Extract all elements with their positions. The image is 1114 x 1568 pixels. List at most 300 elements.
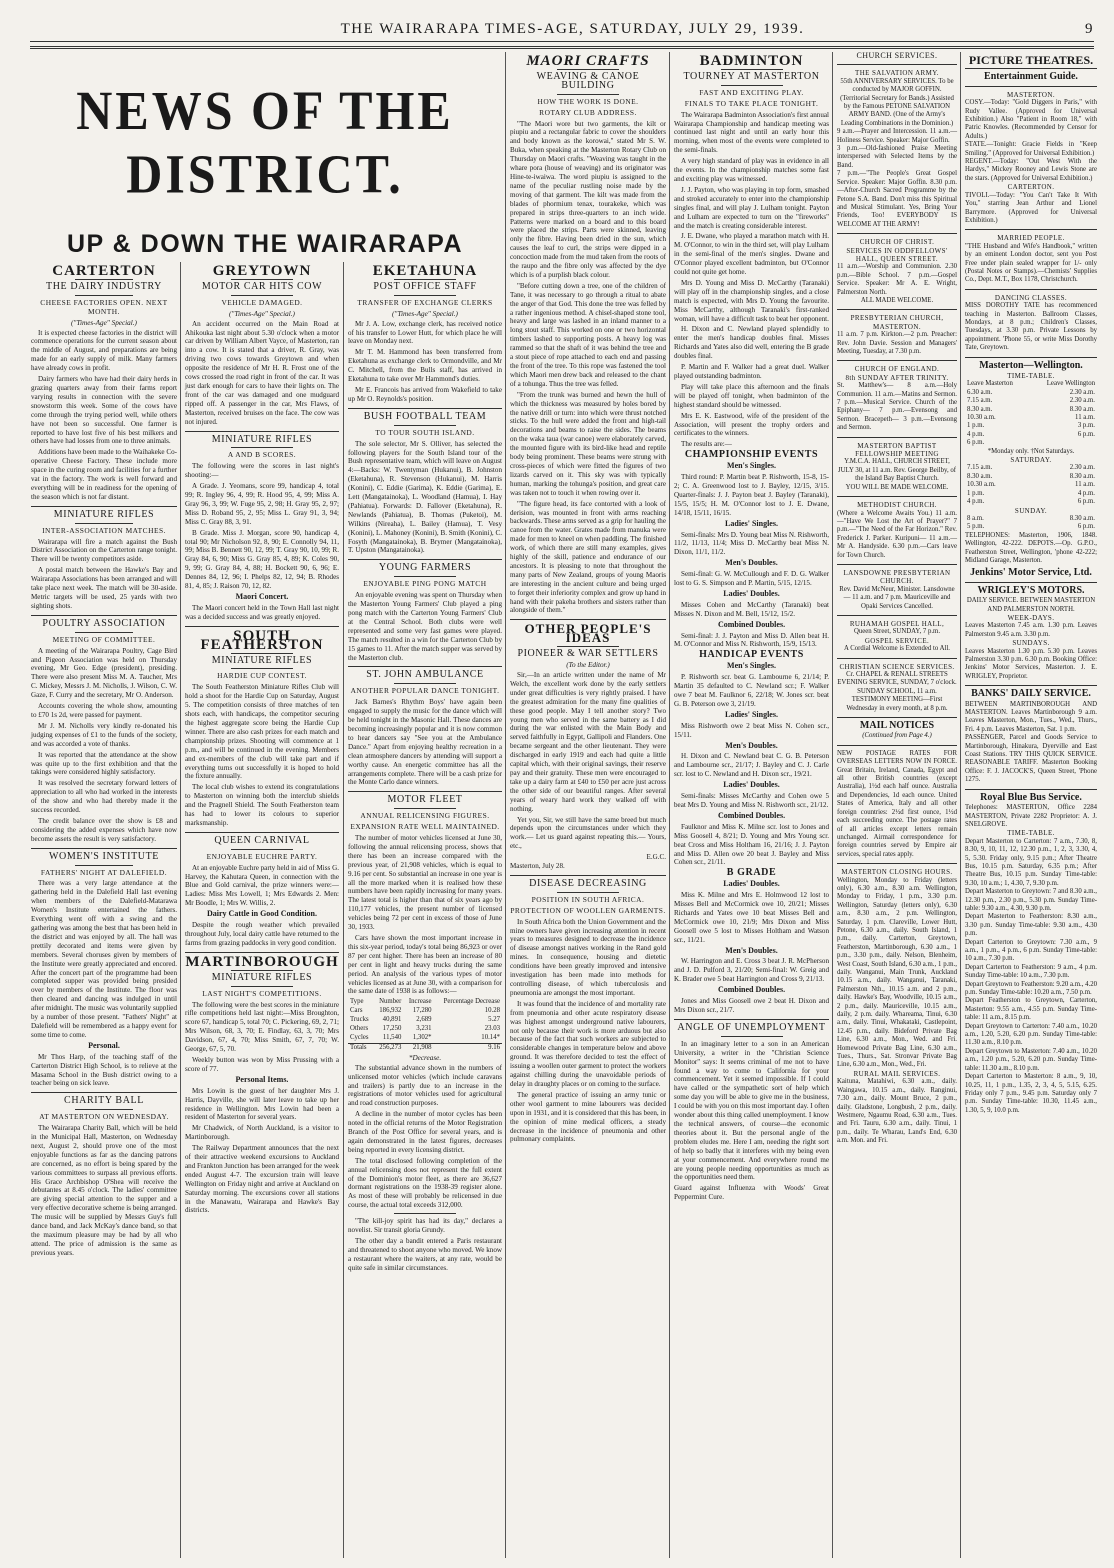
editor-tag: (To the Editor.) [566, 661, 610, 670]
table-cell: 17,250 [382, 1025, 402, 1033]
subheading: Men's Doubles. [725, 558, 778, 568]
paragraph: The Maori concert held in the Town Hall last night was a decided success and was greatly enjoyed. [185, 603, 339, 621]
table-cell: 1 p.m. [967, 422, 985, 430]
heading-picture-theatres: PICTURE THEATRES. [968, 53, 1094, 67]
notice-text: NEW POSTAGE RATES FOR OVERSEAS LETTERS NOW IN FORCE. Great Britain, Ireland, Canada, Egypt and all other British countries (except Australia), 1½d each half ounce. Australia and Dependencies, 1d each ounce. United States of America, Italy and all other foreign countries: 2½d first ounce, 1½d each succeeding ounce. The postage rates of all articles except letters remain unchanged. Airmail correspondence for foreign countries served by Empire air services, special rates apply. [837, 749, 957, 858]
special-tag: ("Times-Age" Special.) [71, 318, 137, 327]
paragraph: W. Harrington and E. Cross 3 beat J. R. McPherson and J. D. Pulford 3, 21/20; Semi-final: W. Greig and K. Brader owe 5 beat Harrington and Cross 9, 21/13. [674, 957, 829, 984]
paragraph: The local club wishes to extend its congratulations to Masterton on winning both the interclub shields and the Pragnell Shield. The South Featherston team has had to lower its colours to superior marksmanship. [185, 783, 339, 827]
headline: MINIATURE RIFLES [211, 433, 313, 445]
heading-other-peoples-ideas: OTHER PEOPLE'S IDEAS [524, 621, 652, 646]
paragraph: The Wairarapa Badminton Association's first annual Wairarapa Championship and handicap meeting was continued last night and until an early hour this morning, when most of the events were completed to the semi-finals. [674, 110, 829, 155]
subheading: Maori Concert. [235, 592, 289, 601]
banner-title: NEWS OF THE DISTRICT. [76, 79, 454, 205]
notice-heading: THE SALVATION ARMY. [855, 69, 939, 78]
table-cell: 1,302* [412, 1033, 432, 1041]
notice-text: Leaves Masterton 1.30 p.m. 5.30 p.m. Leaves Palmerston 3.30 p.m. 6.30 p.m. Booking Office: Jenkins' Motor Services, Masterton. J. E. WRIGLEY, Proprietor. [965, 647, 1097, 680]
heading-maori-crafts: MAORI CRAFTS [526, 53, 650, 69]
column-rule [669, 52, 670, 1558]
paragraph: The total disclosed following completion of the annual relicensing does not represent the full extent of the Dominion's motor fleet, as there are 36,627 dormant registrations on the 1938-39 register alone. As most of these will probably be relicensed in due course, the actual total exceeds 312,000. [348, 1156, 502, 1210]
notice-heading: SUNDAYS. [1012, 639, 1050, 648]
timetable-weekday [965, 380, 1097, 447]
timetable-sunday [965, 515, 1097, 532]
subheading: Ladies' Doubles. [723, 780, 780, 790]
table-cell: 40,891 [382, 1016, 402, 1024]
paragraph: Weekly button was won by Miss Prussing with a score of 77. [185, 1055, 339, 1073]
paragraph: Misses Cohen and McCarthy (Taranaki) beat Misses N. Dixon and M. Bell, 15/12, 15/2. [674, 600, 829, 618]
table-header-cell: Type [350, 998, 364, 1006]
paragraph: Cars have shown the most important increase in this six-year period, today's total being 86,923 or over 87 per cent higher. There has been an increase of 80 per cent in light and heavy trucks during the same period. An analysis of the various types of motor vehicles licensed as at June 30, with a comparison for the same date of 1938 is as follows:— [348, 934, 502, 996]
page-number: 9 [1085, 21, 1094, 37]
banner-subtitle: UP & DOWN THE WAIRARAPA [66, 230, 464, 258]
paragraph: Yet you, Sir, we still have the same breed but much depends upon the circumstances under which they work.— Let us guard against repeating this.— Yours, etc., [510, 815, 666, 851]
table-cell: 10.30 a.m. [967, 481, 996, 489]
table-cell: 8.30 a.m. [1069, 472, 1095, 480]
notice-text: 3 p.m.—Old-fashioned Praise Meeting interspersed with Selected Items by the Band. [837, 145, 957, 169]
table-row [965, 515, 1097, 523]
subheading: Ladies' Doubles. [723, 588, 780, 598]
paragraph: "Before cutting down a tree, one of the children of Tane, it was necessary to go through a ritual to abate the anger of that God. This done the tree was felled by a rather ingenious method. A chisel-shaped stone tool, heavy and large was lashed in an inland manner to a long stout staff. This worked on one or two horizontal timbers lashed to supporting posts. A heavy log was rammed so that the shaft of it was behind the tree and a stout piece of rope attached to each end and passing the front of the tree. To this rope was fastened the tool which Maori men drew back and released to the chant of a tohunga. Thus the tree was felled. [510, 281, 666, 388]
headline: YOUNG FARMERS [378, 562, 472, 574]
headline: BUSH FOOTBALL TEAM [363, 410, 487, 422]
notice-text: Depart Masterton to Greytown: 7 and 8.30 a.m., 12.30 p.m., 2.30 p.m., 5.30 p.m. Sunday Time-table: 9.30 a.m., 4.30, 9.30 p.m. [965, 888, 1097, 912]
table-cell: 3 p.m. [1077, 422, 1095, 430]
notice-heading: MASTERTON CLOSING HOURS. [841, 868, 953, 877]
headline: HANDICAP EVENTS [699, 649, 804, 661]
headline: TOURNEY AT MASTERTON [683, 70, 820, 82]
notice-heading: SUNDAY. [1014, 506, 1048, 515]
headline: PIONEER & WAR SETTLERS [517, 648, 659, 660]
paragraph: Miss K. Milne and Mrs E. Holmwood 12 lost to Misses Bell and McCormick owe 10, 20/21; Misses Richards and Yates owe 10 beat Misses Bell and McCormick owe 10, 21/9; Mrs Dixon and Miss Goosell owe 5 lost to Misses Holtham and Watson scr., 11/21. [674, 891, 829, 944]
heading-greytown: GREYTOWN [212, 263, 312, 279]
notice-text: Depart Greytown to Carterton: 7.40 a.m., 10.20 a.m., 1.20, 5.20, 6.20 p.m. Sunday Time-table: 11.30 a.m., 8.10 p.m. [965, 1022, 1097, 1047]
heading-entertainment-guide: Entertainment Guide. [984, 71, 1078, 83]
subheadline: ENJOYABLE PING PONG MATCH [363, 579, 487, 589]
column-badminton [671, 52, 832, 1560]
notice-heading: CHURCH OF ENGLAND. [854, 365, 940, 374]
table-cell: 17,280 [412, 1007, 432, 1015]
notice-text: 9 a.m.—Prayer and Intercession. 11 a.m.—Holiness Service. Speaker: Major Goffin. [837, 128, 957, 144]
notice-text: 7 p.m.—"The People's Great Gospel Service. Speaker: Major Goffin. 8.30 p.m.—After-Church Sacred Programme by the Petone S.A. Band. Don't miss this Spiritual and Musical Stimulant. Yes, Bring Your Friends, Too! EVERYBODY IS WELCOME AT THE ARMY! [837, 170, 957, 228]
paragraph: Semi-finals: Mrs D. Young beat Miss N. Rishworth, 11/2, 11/13, 11/4; Miss D. McCarthy beat Miss N. Dixon, 11/1, 11/2. [674, 530, 829, 557]
table-cell: 11,540 [382, 1033, 402, 1041]
column-rule [505, 52, 506, 1558]
notice-text: "THE Husband and Wife's Handbook," written by an eminent London doctor, sent you Post Free under plain sealed wrapper for 1/- only (Postal Notes or Stamps).—Chemists' Supplies Co., Dept. M.T., Box 1178, Christchurch. [965, 242, 1097, 284]
paragraph: The substantial advance shown in the numbers of unlicensed motor vehicles (which include caravans and trailers) is partly due to an increase in the registrations of motor vehicles used for agricultural and road construction purposes. [348, 1063, 502, 1108]
table-row [965, 498, 1097, 506]
notice-heading: METHODIST CHURCH. [857, 501, 937, 510]
district-banner [30, 62, 500, 258]
notice-heading: RUHAMAH GOSPEL HALL, [849, 619, 945, 628]
paragraph: J. E. Dwane, who played a marathon match with H. M. O'Connor, to win in the third set, will play Lulham in the semi-final of the men's singles. Dwane and O'Connor played excellent badminton, but O'Connor could not quite get home. [674, 232, 829, 277]
headline: MINIATURE RIFLES [211, 971, 313, 983]
subheading: Ladies' Singles. [725, 518, 778, 528]
headline: CHAMPIONSHIP EVENTS [684, 449, 819, 461]
paragraph: A very high standard of play was in evidence in all the events. In the championship matches some fast and exciting play was witnessed. [674, 157, 829, 183]
notice-text: Depart Carterton to Masterton: 8 a.m., 9, 10, 10.25, 11, 1 p.m., 1.35, 2, 3, 4, 5, 5.15, 6.25. Friday only 7 p.m., 9.45 p.m. Saturday only 7 p.m. Sunday Time-table: 10.30, 11.45 a.m., 1.30, 5, 9, 10.0 p.m. [965, 1073, 1097, 1114]
column-rule [960, 52, 961, 1558]
notice-text: Depart Carterton to Featherston: 9 a.m., 4 p.m. Sunday Time-table: 10 a.m., 7.30 p.m. [965, 963, 1097, 980]
subheading: Combined Doubles. [717, 619, 786, 629]
heading-masterton-wellington: Masterton—Wellington. [979, 359, 1083, 371]
table-cell: Totals [350, 1043, 367, 1051]
table-cell: 23.03 [484, 1025, 500, 1033]
notice-text: 55th ANNIVERSARY SERVICES. To be conducted by MAJOR GOFFIN. (Territorial Secretary for Bands.) Assisted by the Famous PETONE SALVATION ARMY BAND. (One of the Army's Leading Combinations in the Dominion.) [840, 77, 954, 127]
paragraph: "The kill-joy spirit has had its day," declares a novelist. Sir transit gloria Grundy. [348, 1217, 502, 1235]
subheading: Men's Doubles. [725, 945, 778, 955]
notice-heading: PRESBYTERIAN CHURCH, MASTERTON. [850, 314, 944, 331]
table-row [348, 1034, 502, 1043]
paragraph: Sir,—In an article written under the name of Mr Welch, the excellent work done by the early settlers under great difficulties is very rightly praised. I have the greatest admiration for the many fine qualities of these good people. May I tell another story? Two young men who served in the same battery as I did during the war enlisted with the Main Body and served faithfully in Egypt, Gallipoli and Flanders. One became sergeant and the other lieutenant. They were discharged in early 1919 and each had quite a little capital which, with their original savings, their reserve pay and their gratuity. These men were encouraged to take up a dairy farm at £40 to £50 per acre just across the other side of our beautiful ranges. After several years of weary hard work they walked off with nothing. [510, 671, 666, 813]
paragraph: In an imaginary letter to a son in an American University, a writer in the "Christian Science Monitor" says: It seems criminal of me not to have found a way to come to California for your commencement. Yet it seemed impossible. If I could have called or the sympathetic sort of help which some day you will be able to give me in the business, I could be with you on this most important day. I often wonder about this thing called unemployment. I know the technical answers, of course—the economic theories about it. But the personal angle of the problem eludes me. Here I am, needing the right sort of help so badly that it interferes with my being even at your commencement. And everywhere round me are young people needing opportunities as much as the opportunities need them. [674, 1039, 829, 1182]
table-cell: 10.28 [484, 1007, 500, 1015]
table-header [348, 998, 502, 1007]
subheadline: CHEESE FACTORIES OPEN. NEXT MONTH. [40, 297, 168, 316]
paragraph: "The figure head, its face contorted with a look of derision, was mounted in front with arms reaching backwards. These arms served as a grip for hauling the canoe from the water. Grates made from manuka were made for men to kneel on when paddling. The finished work, of which there are still many examples, gives highly of the skill, patience and endurance of our ancestors. It is pleasing to note that throughout the many parts of New Zealand, groups of young Maoris are interesting in the ancient culture and being urged to forget their inferiority complex and grow up hand in hand with their pakeha brothers and sisters rather than alongside of them." [510, 499, 666, 615]
notice-text: Wellington, Monday to Friday (letters only), 6.30 a.m., 8.30 a.m. Wellington, Monday to Friday, 1 p.m., 3.30 p.m. Wellington, Saturday (letters only), 6.30 a.m., 8.30 a.m., 2 p.m. Wellington, Saturday, 1 p.m. Clareville, Lower Hutt, Petone, 6.30 a.m., daily. South Island, 1 p.m., daily. Carterton, Greytown, Featherston, Martinborough, 6.30 a.m., 1 p.m., 3.30 p.m., daily. Nelson, Blenheim, West Coast, South Island, 6.30 a.m., 1 p.m., daily. Wanganui, Main Trunk, Auckland 10.15 a.m., daily. Wanganui, Taranaki, Palmerston Nth., 10.15 a.m. and 2 p.m., daily. Hawke's Bay, Woodville, 10.15 a.m., 2 p.m., daily. Mauriceville, 10.15 a.m., daily, 2 p.m. daily. Whareama, Tinui, 6.30 a.m., daily. Tinui, Whakataki, Castlepoint, 12.45 p.m., daily. Bideford Private Bag Line, 6.30 a.m., Mon., Wed. and Fri. Homewood Private Bag Line, 6.30 a.m., Tues., Thurs., Sat. Stronvar Private Bag Line, 6.30 a.m., Mon., Wed., Fri. [837, 876, 957, 1069]
headline: WEAVING & CANOE BUILDING [536, 70, 640, 91]
column-carterton [28, 262, 180, 1560]
table-row [348, 1025, 502, 1034]
paragraph: Jack Barnes's Rhythm Boys' have again been engaged to supply the music for the dance which will be held tonight in the Masonic Hall. These dances are becoming increasingly popular and it is now common to hear dancers say "See you at the Ambulance Dance." Apart from enjoying healthy recreation in a clean atmosphere dancers by attending will support a worthy cause. An energetic committee has all the arrangements complete. There will be a cash prize for the Monte Carlo dance winners. [348, 698, 502, 787]
paragraph: Faulknor and Miss K. Milne scr. lost to Jones and Miss Goosell 4, 8/21; D. Young and Mrs Young scr. beat Cross and Miss Holtham 16, 21/16; J. J. Payton and Miss D. Allen owe 20 beat J. Bayley and Miss Cohen scr., 21/11. [674, 822, 829, 867]
table-cell: 4 p.m. [967, 498, 985, 506]
paragraph: Mr J. A. Low, exchange clerk, has received notice of his transfer to Lower Hutt, for which place he will leave on Monday next. [348, 319, 502, 346]
table-cell: 7.15 a.m. [967, 464, 993, 472]
paragraph: There was a very large attendance at the gathering held in the Dalefield Hall last evening when members of the Dalefield-Matarawa Women's Institute entertained the fathers. Everything went off with a swing and the gathering was among the best that has been held in the district and was enjoyed by all. The hall was prettily decorated and items were given by members. Several choruses given by members of the Institute were greatly appreciated and encored. After the concert part of the programme had been completed supper was provided being presided over by members of the Institute. The floor was then cleared and dancing was indulged in until after midnight. The music was voluntarily supplied by a number of those present. "Fathers' Night" at Dalefield will be remembered as a happy event for some time to come. [31, 879, 177, 1039]
advert-line: Guard against Influenza with Woods' Great Peppermint Cure. [674, 1184, 829, 1202]
paragraph: H. Dixon and C. Newland played splendidly to enter the men's handicap doubles final. Misses Richards and Yates also did well, entering the B grade doubles final. [674, 325, 829, 361]
paragraph: Semi-final: G. W. McCullough and F. D. G. Walker lost to G. S. Simpson and P. Martin, 5/15, 12/15. [674, 570, 829, 588]
table-cell: 7.15 a.m. [967, 397, 993, 405]
subheading: Combined Doubles. [717, 985, 786, 995]
paragraph: B Grade. Miss J. Morgan, score 90, handicap 4, total 90; Mr Nicholson 92, 8, 90; E. Connolly 94, 11, 99; Miss B. Bennett 90, 12, 99; T. Gray 90, 10, 99; R. Gray 84, 6, 90; Miss G. Gray 85, 4, 89; K. Coles 90, 9, 99; G. Gray 84, 4, 88; H. Bockett 90, 6, 96; E. Dennes 84, 12, 96; I. Phelps 82, 12, 94; B. Rhodes 81, 4, 85; J. Raison 70, 12, 82. [185, 528, 339, 591]
paragraph: Accounts covering the whole show, amounting to £70 1s 2d, were passed for payment. [31, 702, 177, 719]
notice-heading: WEEK-DAYS. [1007, 613, 1055, 622]
paragraph: It is expected cheese factories in the district will commence operations for the current season about the middle of August, and preparations are being made for an early supply of milk. Many farmers have already cows in profit. [31, 328, 177, 373]
paragraph: A postal match between the Hawke's Bay and Wairarapa Associations has been arranged and will take place next week. The match will be 30-aside. Metric targets will be used, 25 yards with two sighting shots. [31, 566, 177, 610]
table-cell: 11 a.m. [1075, 414, 1095, 422]
notice-heading: 8th SUNDAY AFTER TRINITY. [845, 373, 949, 382]
table-cell: 10.14* [481, 1033, 500, 1041]
paragraph: In South Africa both the Union Government and the mine owners have given increasing attention in recent years to measures designed to decrease the incidence of disease amongst natives working in the Rand gold mines. In consequence, housing and dietetic conditions have been greatly improved and intensive investigation has been made into methods for controlling disease, of which tuberculosis and pneumonia are amongst the most important. [510, 917, 666, 997]
headline: MINIATURE RIFLES [211, 654, 313, 666]
notice-text: (Continued from Page 4.) [862, 732, 932, 740]
table-cell: 3,231 [416, 1025, 432, 1033]
subheading: Men's Singles. [727, 461, 776, 471]
table-cell: Cycles [350, 1033, 369, 1041]
column-greytown [182, 262, 342, 1560]
heading-church-services: CHURCH SERVICES. [856, 52, 938, 60]
table-cell: 8 a.m. [967, 514, 984, 522]
notice-text: COSY.—Today: "Gold Diggers in Paris," with Rudy Vallee. (Approved for Universal Exhibition.) Also "Patient in Room 18," with Patric Knowles. (Recommended by Censor for Adults.) [965, 99, 1097, 140]
headline: QUEEN CARNIVAL [214, 834, 310, 846]
notice-text: (Where a Welcome Awaits You.) 11 a.m.—"Have We Lost the Art of Prayer?" 7 p.m.—"The Need of the Far Horizon." Rev. Frederick J. Parker. Kuripuni— 11 a.m.—Mr A. Handyside. 6.30 p.m.—Cars leave for Town Church. [837, 509, 957, 559]
notice-text: 11 a.m. 7 p.m. Kirkton.—2 p.m. Preacher: Rev. John Davie. Session and Managers' Meeting, Tuesday, at 7.30 p.m. [837, 331, 957, 355]
notice-text: MISS DOROTHY TATE has recommenced teaching in Masterton. Ballroom Classes, Mondays, at 8 p.m.; Children's Classes, Tuesdays, at 3.30 p.m. Private Lessons by appointment. 'Phone 55, or write Miss Dorothy Tate, Greytown. [965, 302, 1097, 352]
notice-text: St. Matthew's— 8 a.m.—Holy Communion. 11 a.m.—Matins and Sermon. 7 p.m.—Musical Service. Church of the Epiphany— 7 p.m.—Evensong and Sermon. Bracepeth— 3 p.m.—Evensong and Sermon. [837, 382, 957, 432]
subheading: Ladies' Doubles. [723, 879, 780, 889]
notice-text: Depart Greytown to Masterton: 7.40 a.m., 10.20 a.m., 1.20 p.m., 5.20, 6.20 p.m. Sunday Time-table: 11.30 a.m., 8.10 p.m. [965, 1047, 1097, 1072]
table-cell: 5 p.m. [967, 523, 985, 531]
table-cell: 8.30 a.m. [1069, 405, 1095, 413]
subheadline: FINALS TO TAKE PLACE TONIGHT. [684, 98, 819, 108]
notice-heading: GOSPEL SERVICE. [864, 636, 930, 645]
subheadline: HOW THE WORK IS DONE. [537, 96, 639, 106]
table-cell: 8.30 a.m. [1069, 514, 1095, 522]
table-cell: 11 a.m. [1075, 481, 1095, 489]
paragraph: The other day a bandit entered a Paris restaurant and threatened to shoot anyone who moved. We know a restaurant where the waiters, at any rate, would be quite safe in similar circumstances. [348, 1237, 502, 1272]
table-cell: 2.30 a.m. [1069, 388, 1095, 396]
table-note: *Decrease. [408, 1053, 442, 1062]
paragraph: Additions have been made to the Waihakeke Co-operative Cheese Factory. These include more space in the curing room and facilities for a further vat in the factory. The work is well forward and everything will be in readiness for the opening of the season which is not far distant. [31, 448, 177, 501]
notice-heading: DANCING CLASSES. [994, 293, 1068, 302]
column-rule [180, 262, 181, 1558]
column-rule [343, 262, 344, 1558]
notice-text: STATE.—Tonight: Gracie Fields in "Keep Smiling." (Approved for Universal Exhibition.) [965, 141, 1097, 157]
table-header [965, 380, 1097, 388]
notice-text: Depart Masterton to Carterton: 7 a.m., 7.30, 8, 8.30, 9, 10, 11, 12, 12.30 p.m., 1, 2, 3, 3.30, 4, 5, 5.30. Friday only, 9.15 p.m.; After Theatre Bus, 10.15 p.m. Saturday, 6.35 p.m.; After Theatre Bus, 10.15 p.m. Sunday Time-table: 9.30, 10 a.m.; 1, 4.30, 7, 9.30 p.m. [965, 837, 1097, 887]
paragraph: The South Featherston Miniature Rifles Club will hold a shoot for the Hardie Cup on Saturday, August 5. The competition consists of three matches of ten shots each, with handicaps, the competitor securing the highest aggregate score being the Hardie Cup winner. There are also cash prizes for each match and championship prizes. Shooting will commence at 1 p.m., and will be continued in the evening. Members and ex-members of the club will take part and if everything turns out successfully it is hoped to hold the fixture annually. [185, 683, 339, 781]
table-row [965, 490, 1097, 498]
table-cell: 4 p.m. [967, 430, 985, 438]
notice-heading: MASTERTON BAPTIST FELLOWSHIP MEETING [855, 441, 939, 459]
headline: MINIATURE RIFLES [53, 508, 155, 520]
heading-carterton: CARTERTON [52, 263, 156, 279]
paragraph: The Wairarapa Charity Ball, which will be held in the Municipal Hall, Masterton, on Wednesday next, August 2, should prove one of the most enjoyable functions as far as the dancing patrons are concerned, as no effort is being spared by the various committees to surpass all previous efforts. His Grace Archbishop O'Shea will receive the debutantes at 8.45 o'clock. The ladies' committee are giving special attention to the supper and a very effective decorative scheme is being arranged. The music will be supplied by Messrs Guy's full dance band, and Jack McKay's dance band, so that the maximum pleasure may be had by all who attend. The price of admission is the same as previous years. [31, 1124, 177, 1257]
masthead-title: THE WAIRARAPA TIMES-AGE, SATURDAY, JULY 29, 1939. [340, 21, 805, 37]
masthead [30, 20, 1094, 42]
paragraph: An accident occurred on the Main Road at Ahikouka last night about 5.30 o'clock when a motor car driven by William Albert Vayce, of Masterton, ran into a cow. It is stated that a driver, R. Gray, was driving two cows towards Greytown and when opposite the residence of Mr H. R. Frost one of the cows crossed the road right in front of the car. It was just dark enough for cars to have their lights on. The front of the car was damaged and one mudguard ripped off. A passenger in the car, Mrs Flaws, of Masterton, received bruises on the face. The cow was not injured. [185, 319, 339, 426]
table-cell: 8.30 a.m. [967, 472, 993, 480]
subheadline: ANOTHER POPULAR DANCE TONIGHT. [350, 686, 500, 696]
table-header-cell: Increase [408, 998, 432, 1006]
paragraph: "The Maori wore but two garments, the kilt or piupiu and a rectangular fabric to cover the shoulders and body known as the korowai," stated Mr S. W. Buka, when speaking at the Masterton Rotary Club on Thursday on Maori crafts. "Weaving was taught in the whare pora (house of weaving) and its originator was Hine-te-iwaiwa. The word piupiu is assigned to the name of the peculiar rustling noise made by the moving of that garment. The kilt was made from the blades of phormium tenax, tourakeke, which was prepared in strips three-quarters to an inch wide. Patterns were marked on a board and to this board were placed the strips. Parts were skinned, leaving only the fibre. Having been dried in the sun, which causes the leaf to curl, the strips were dipped in a concoction made from the mud taken from the roots of the raupo and the fibre only was affected by the dye which is of a purplish black colour. [510, 119, 666, 279]
paragraph: Mrs Lowin is the guest of her daughter Mrs J. Harris, Dayville, she will later leave to take up her residence in Wellington. Mrs Lowin had been a resident of Masterton for several years. [185, 1086, 339, 1122]
paragraph: Mrs D. Young and Miss D. McCarthy (Taranaki) will play off in the championship singles, and a close match is expected, with Mrs D. Young the favourite. Miss McCarthy, although Taranaki's first-ranked woman, will have a difficult task to beat her opponent. [674, 278, 829, 323]
notice-heading: MASTERTON. [1007, 90, 1055, 99]
headline: ANGLE OF UNEMPLOYMENT [677, 1021, 826, 1033]
column-church-services [834, 52, 960, 1560]
paragraph: Wairarapa will fire a match against the Bush District Association on the Carterton range tonight. There will be twenty competitors aside. [31, 537, 177, 564]
paragraph: P. Martin and F. Walker had a great duel. Walker played outstanding badminton. [674, 363, 829, 380]
masthead-rule [30, 46, 1094, 49]
subheadline: VEHICLE DAMAGED. [221, 297, 303, 307]
paragraph: A decline in the number of motor cycles has been noted in the official returns of the Motor Registration Branch of the Post Office for several years, and is again demonstrated in the latest figures, decreases being reported in every licensing district. [348, 1110, 502, 1154]
table-cell: 5.27 [488, 1016, 500, 1024]
notice-text: Queen Street, SUNDAY, 7 p.m. [853, 628, 941, 636]
paragraph: Dairy farmers who have had their dairy herds in grazing quarters away from their farms report varying results in connection with the severe snowstorm this week. Some of the cows have come through the trying period well, while others have not been so successful. One farmer is reported to have lost five of his best milkers and others have had losses from one to three animals. [31, 375, 177, 446]
subheading: Personal Items. [235, 1074, 289, 1084]
notice-text: *Monday only. †Not Saturdays. [987, 447, 1075, 455]
paragraph: A Grade. J. Yeomans, score 99, handicap 4, total 99; R. Ingley 96, 4, 99; R. Hood 95, 4, 99; Miss A. Gray 96, 3, 99; W. Fuge 95, 2, 98; H. Gray 95, 2, 97; Miss D. Roband 95, 2, 95; Miss L. Gray 91, 3, 94; Miss C. Gray 88, 3, 91. [185, 482, 339, 526]
notice-heading: SERVICES IN ODDFELLOWS' HALL, QUEEN STREET. [846, 246, 948, 263]
subheadline: FATHERS' NIGHT AT DALEFIELD. [40, 867, 168, 877]
table-cell: 1 p.m. [967, 489, 985, 497]
notice-text: TELEPHONES: Masterton, 1906, 1848. Wellington, 42-222. DEPOTS.—Op. G.P.O., Featherston Street, Wellington, 'phone 42-222; Midland Garage, Masterton. [965, 531, 1097, 564]
heading-royal-blue: Royal Blue Bus Service. [980, 791, 1082, 803]
notice-heading: RURAL MAIL SERVICES. [853, 1069, 941, 1078]
paragraph: A meeting of the Wairarapa Poultry, Cage Bird and Pigeon Association was held on Thursday evening, Mr Geo. Edge (president), presiding. There were also present Miss M. A. Taucher, Mrs C. Mickey, Messrs J. M. Nicholls, J. Wilson, C. W. Gaze, F. Curry and the secretary, Mr O. Anderson. [31, 646, 177, 700]
table-cell: 2,689 [416, 1016, 432, 1024]
notice-heading: CHURCH OF CHRIST. [859, 238, 935, 247]
notice-text: Depart Masterton to Featherston: 8.30 a.m., 3.30 p.m. Sunday Time-table: 9.30 a.m., 4.30 p.m. [965, 913, 1097, 938]
notice-heading: TIME-TABLE. [1007, 372, 1055, 380]
paragraph: The credit balance over the show is £8 and considering the added expenses which have now become assets the result is very satisfactory. [31, 816, 177, 843]
column-eketahuna [345, 262, 505, 1560]
notice-text: Depart Greytown to Featherston: 9.20 a.m., 4.20 p.m. Sunday Time-table: 10.20 a.m., 7.50 p.m. [965, 980, 1097, 997]
special-tag: ("Times-Age" Special.) [392, 309, 458, 318]
table-cell: Others [350, 1025, 369, 1033]
heading-mail-notices: MAIL NOTICES [859, 720, 935, 732]
special-tag: ("Times-Age" Special.) [229, 309, 295, 318]
table-cell: 6.30 a.m. [967, 388, 993, 396]
table-cell: 8.30 a.m. [967, 405, 993, 413]
column-rule [832, 52, 833, 1558]
paragraph: Mr J. M. Nicholls very kindly re-donated his judging expenses of £1 to the funds of the society, and was accorded a vote of thanks. [31, 721, 177, 748]
table-cell: 2.30 a.m. [1069, 397, 1095, 405]
notice-text: Y.M.C.A. HALL, CHURCH STREET, JULY 30, at 11 a.m. Rev. George Beilby, of the Island Bay Baptist Church. [837, 458, 957, 483]
heading-badminton: BADMINTON [699, 53, 804, 69]
subheadline: EXPANSION RATE WELL MAINTAINED. [350, 822, 500, 832]
subheadline: PROTECTION OF WOOLLEN GARMENTS. [510, 905, 666, 915]
paragraph: The following were the scores in last night's shooting:— [185, 462, 339, 480]
headline: POULTRY ASSOCIATION [42, 617, 166, 629]
table-row [965, 523, 1097, 531]
headline: THE DAIRY INDUSTRY [46, 280, 162, 292]
column-advertisements [962, 52, 1100, 1560]
notice-text: ALL MADE WELCOME. [860, 296, 934, 304]
table-cell [1029, 439, 1097, 447]
table-row [348, 1016, 502, 1025]
table-row [965, 481, 1097, 489]
table-cell: Cars [350, 1007, 363, 1015]
notice-text: Rev. David McNeur, Minister. Lansdowne— 11 a.m. and 7 p.m. Mauriceville and Opaki Services Cancelled. [839, 585, 955, 610]
table-cell: 6 p.m. [1077, 523, 1095, 531]
table-header-cell: Leave Masterton [967, 380, 1013, 388]
notice-text: PASSENGER, Parcel and Goods Service to Martinborough, Hinakura, Dyerville and East Coast Stations. TRY THIS QUICK SERVICE. REASONABLE TARIFF. Masterton Booking Office: F. J. JACOCK'S, Queen Street, 'Phone 1275. [965, 734, 1097, 784]
table-header-cell: Leave Wellington [1046, 380, 1095, 388]
paragraph: Semi-final: J. J. Payton and Miss D. Allen beat H. M. O'Connor and Miss N. Rishworth, 15/9, 15/13. [674, 631, 829, 649]
table-cell: 2.30 a.m. [1069, 464, 1095, 472]
subheadline: INTER-ASSOCIATION MATCHES. [42, 525, 166, 535]
notice-heading: LANSDOWNE PRESBYTERIAN CHURCH. [843, 568, 951, 586]
paragraph: "From the trunk was burned and hewn the hull of which the thickness was measured by holes bored by the native drill or turn: into which were thrust notched sticks. To the hull were added the front and high-tail decorations and beams to raise the sides. The beams on the waka taua (war canoe) were elaborately carved, the mounted figure with its bird-like head and reptile body being prominent. These beams were strung with cross-pieces of which were fitted the figures of two lizards carved on it. This sky was with typically human, marking the tohunga's position, and great care was taken not to touch it when rowing over it. [510, 390, 666, 497]
subheadline: LAST NIGHT'S COMPETITIONS. [202, 988, 322, 998]
dateline: Masterton, July 28. [510, 862, 565, 871]
paragraph: It was reported that the attendance at the show was quite up to the first exhibition and that the takings were considered highly satisfactory. [31, 750, 177, 777]
headline: CHARITY BALL [64, 1095, 144, 1107]
paragraph: At an enjoyable Euchre party held in aid of Miss G. Harvey, the Kahutara Queen, in connection with the Blue and Gold carnival, the prize winners were:—Ladies: Miss Mrs Lowell, 1; Mrs Edwards 2. Men: Mr Boodle, 1; Mrs W. Willis, 2. [185, 863, 339, 908]
headline: MOTOR CAR HITS COW [201, 280, 323, 292]
paragraph: Mr T. M. Hammond has been transferred from Eketahuna as exchange clerk to Ormondville, and Mr C. Mitchell, from the Bulls staff, has arrived in Eketahuna to take over Mr Hammond's duties. [348, 348, 502, 384]
notice-heading: MARRIED PEOPLE. [997, 234, 1065, 243]
subheading: Personal. [88, 1040, 120, 1050]
table-cell: 21,908 [412, 1043, 432, 1051]
table-row [348, 1007, 502, 1016]
table-cell: 6 p.m. [1077, 498, 1095, 506]
subheadline: TRANSFER OF EXCHANGE CLERKS [357, 297, 493, 307]
table-cell: 256,273 [379, 1043, 402, 1051]
paragraph: H. Dixon and C. Newland beat C. G. B. Peterson and Lambourne scr., 21/17; J. Bayley and C. J. Carle scr. lost to C. Newland and H. Dixon scr., 19/21. [674, 752, 829, 779]
paragraph: The following were the best scores in the miniature rifle competitions held last night:—Miss Broughton, score 67, handicap 5, total 70; C. Pickering, 69, 2, 71; Mrs Wilson, 68, 3, 70; E. Findlay, 63, 3, 70; Mrs Davidson, 67, 4, 70; Miss Smith, 67, 7, 70; W. George, 67, 5, 70. [185, 1000, 339, 1054]
subheadline: FAST AND EXCITING PLAY. [699, 87, 804, 97]
column-maori-crafts [507, 52, 669, 1560]
table-cell: Trucks [350, 1016, 369, 1024]
notice-text: A Cordial Welcome is Extended to All. [844, 645, 950, 653]
paragraph: Mr Thos Harp, of the teaching staff of the Carterton District High School, is to relieve at the Masama School in the Bush district owing to a teacher being on sick leave. [31, 1052, 177, 1088]
table-row [965, 397, 1097, 405]
headline: DISEASE DECREASING [529, 877, 647, 889]
table-row [965, 406, 1097, 414]
subheadline: ENJOYABLE EUCHRE PARTY. [206, 851, 318, 861]
table-header-cell: Number [379, 998, 402, 1006]
paragraph: The general practice of issuing an army tunic or other wool garment to mine labourers was decided upon in 1931, and it is considered that this has been, in the opinion of mine medical officers, a steady decrease in the incidence of pneumonia and other pulmonary complaints. [510, 1090, 666, 1144]
paragraph: Play will take place this afternoon and the finals will be played off tonight, when badminton of the highest standard should be witnessed. [674, 382, 829, 409]
notice-heading: SATURDAY. [1010, 456, 1052, 465]
notice-text: REGENT.—Today: "Out West With the Hardys," Mickey Rooney and Lewis Stone are the stars. (Approved for Universal Exhibition.) [965, 158, 1097, 182]
heading-banks: BANKS' DAILY SERVICE. [971, 688, 1091, 700]
table-cell: 6 p.m. [1077, 430, 1095, 438]
headline: MOTOR FLEET [387, 794, 463, 806]
notice-text: Depart Carterton to Greytown: 7.30 a.m., 9 a.m., 1 p.m., 4 p.m., 6 p.m. Sunday Time-table: 10 a.m., 7.30 p.m. [965, 938, 1097, 963]
notice-text: Telephones: MASTERTON, Office 2284 MASTERTON, Private 2282 Proprietor: A. J. SNELGROVE. [965, 804, 1097, 828]
paragraph: Mr Chadwick, of North Auckland, is a visitor to Martinborough. [185, 1124, 339, 1142]
paragraph: It was found that the incidence of and mortality rate from pneumonia and other acute respiratory disease was highest amongst underground native labourers, not only because their work is more arduous but also because of the fact that such workers are subjected to considerable changes in temperature below and above ground. It was therefore decided to test the effect of issuing a woollen outer garment to protect the workers against chilling during the unavoidable periods of delay in draughty places or on coming to the surface. [510, 999, 666, 1088]
heading-martinborough: MARTINBOROUGH [185, 953, 339, 970]
paragraph: Mrs E. K. Eastwood, wife of the president of the Association, will present the trophy orders and certificates to the winners. [674, 411, 829, 438]
table-cell: 4 p.m. [1077, 489, 1095, 497]
notice-text: TIVOLI.—Today: "You Can't Take It With You," starring Jean Arthur and Lionel Barrymore. (Approved for Universal Exhibition.) [965, 191, 1097, 224]
paragraph: Third round: P. Martin beat P. Rishworth, 15-8, 15-2; C. A. Greenwood lost to J. Bayley, 12/15, 3/15. Quarter-finals: J. J. Payton beat J. Bayley (Taranaki), 15/5, 15/5; H. M. O'Connor lost to J. E. Dwane, 14/18, 15/11, 16/15. [674, 473, 829, 517]
subheading: Men's Singles. [727, 661, 776, 671]
subheadline: MEETING OF COMMITTEE. [52, 634, 156, 644]
table-row [965, 422, 1097, 430]
paragraph: It was resolved the secretary forward letters of appreciation to all who had worked in the interests of the show and who had thereby made it the success recorded. [31, 779, 177, 815]
notice-text: BETWEEN MARTINBOROUGH AND MASTERTON. Leaves Martinborough 9 a.m. Leaves Masterton, Mon., Tues., Wed., Thurs., Fri. 4 p.m. Leaves Masterton, Sat. 1 p.m. [965, 700, 1097, 733]
subheadline: HARDIE CUP CONTEST. [217, 671, 307, 681]
signature: E.G.C. [646, 853, 666, 862]
paragraph: The number of motor vehicles licensed at June 30, following the annual relicensing process, shows that there has been an increase compared with the previous year, of 21,908 vehicles, which is equal to 9.16 per cent. So substantial an increase in one year is all the more marked when it is realised how these numbers have been rapidly increasing for many years. The latest total is higher than that of six years ago by 110,177 vehicles, the present number of licensed vehicles being 72 per cent in excess of those of June 30, 1933. [348, 834, 502, 932]
notice-text: Cr. CHAPEL & RENALL STREETS EVENING SERVICE, SUNDAY, 7 o'clock. SUNDAY SCHOOL, 11 a.m. TESTIMONY MEETING—First Wednesday in every month, at 8 p.m. [837, 671, 957, 712]
table-row [965, 439, 1097, 447]
headline: POST OFFICE STAFF [373, 280, 477, 292]
paragraph: Despite the rough weather which prevailed throughout July, local dairy cattle have returned to the farms from grazing paddocks in very good condition. [185, 921, 339, 947]
table-row [965, 473, 1097, 481]
paragraph: J. J. Payton, who was playing in top form, smashed and stroked accurately to enter into the championship singles final, and will play J. Lulham tonight. Payton and Lulham are expected to turn on the "fireworks" and the match is creating considerable interest. [674, 185, 829, 230]
heading-jenkins: Jenkins' Motor Service, Ltd. [970, 567, 1092, 579]
paragraph: Semi-finals: Misses McCarthy and Cohen owe 5 beat Mrs D. Young and Miss N. Rishworth scr., 21/12. [674, 792, 829, 809]
table-cell: 186,932 [379, 1007, 402, 1015]
table-row [965, 431, 1097, 439]
paragraph: P. Rishworth scr. beat G. Lambourne 6, 21/14; P. Martin 35 defaulted to C. Newland scr.; F. Walker owe 7 beat M. Faulknor 6, 22/18; W. Jones scr. beat G. B. Peterson owe 3, 21/19. [674, 673, 829, 708]
subheading: Combined Doubles. [717, 810, 786, 820]
subheading: Dairy Cattle in Good Condition. [206, 909, 317, 919]
subheading: Ladies' Singles. [725, 709, 778, 719]
table-row [965, 414, 1097, 422]
headline: WOMEN'S INSTITUTE [48, 850, 160, 862]
subheadline: ANNUAL RELICENSING FIGURES. [360, 811, 490, 821]
table-cell: 6 p.m. [967, 439, 985, 447]
paragraph: Miss Rishworth owe 2 beat Miss N. Cohen scr., 15/11. [674, 721, 829, 739]
paragraph: An enjoyable evening was spent on Thursday when the Masterton Young Farmers' Club played a ping pong match with the Carterton Young Farmers' Club at the Central School. Both clubs were well represented and some very fast games were played. The match resulted in a win for the Carterton Club by 15 games to 11. After the match supper was served by the Masterton club. [348, 591, 502, 662]
timetable-saturday [965, 464, 1097, 506]
heading-eketahuna: EKETAHUNA [372, 263, 478, 279]
headline: ST. JOHN AMBULANCE [366, 669, 484, 681]
paragraph: The Railway Department announces that the next of their attractive weekend excursions to Auckland and Frankton Junction has been arranged for the week ended August 4-7. The excursion train will leave Wellington on Friday night and arrive at Auckland on Saturday morning. The excursions cover all stations in the Manawatu, Wairarapa and Hawke's Bay districts. [185, 1144, 339, 1215]
heading-south-featherston: SOUTH FEATHERSTON [200, 627, 324, 653]
subheadline: AT MASTERTON ON WEDNESDAY. [39, 1112, 169, 1122]
